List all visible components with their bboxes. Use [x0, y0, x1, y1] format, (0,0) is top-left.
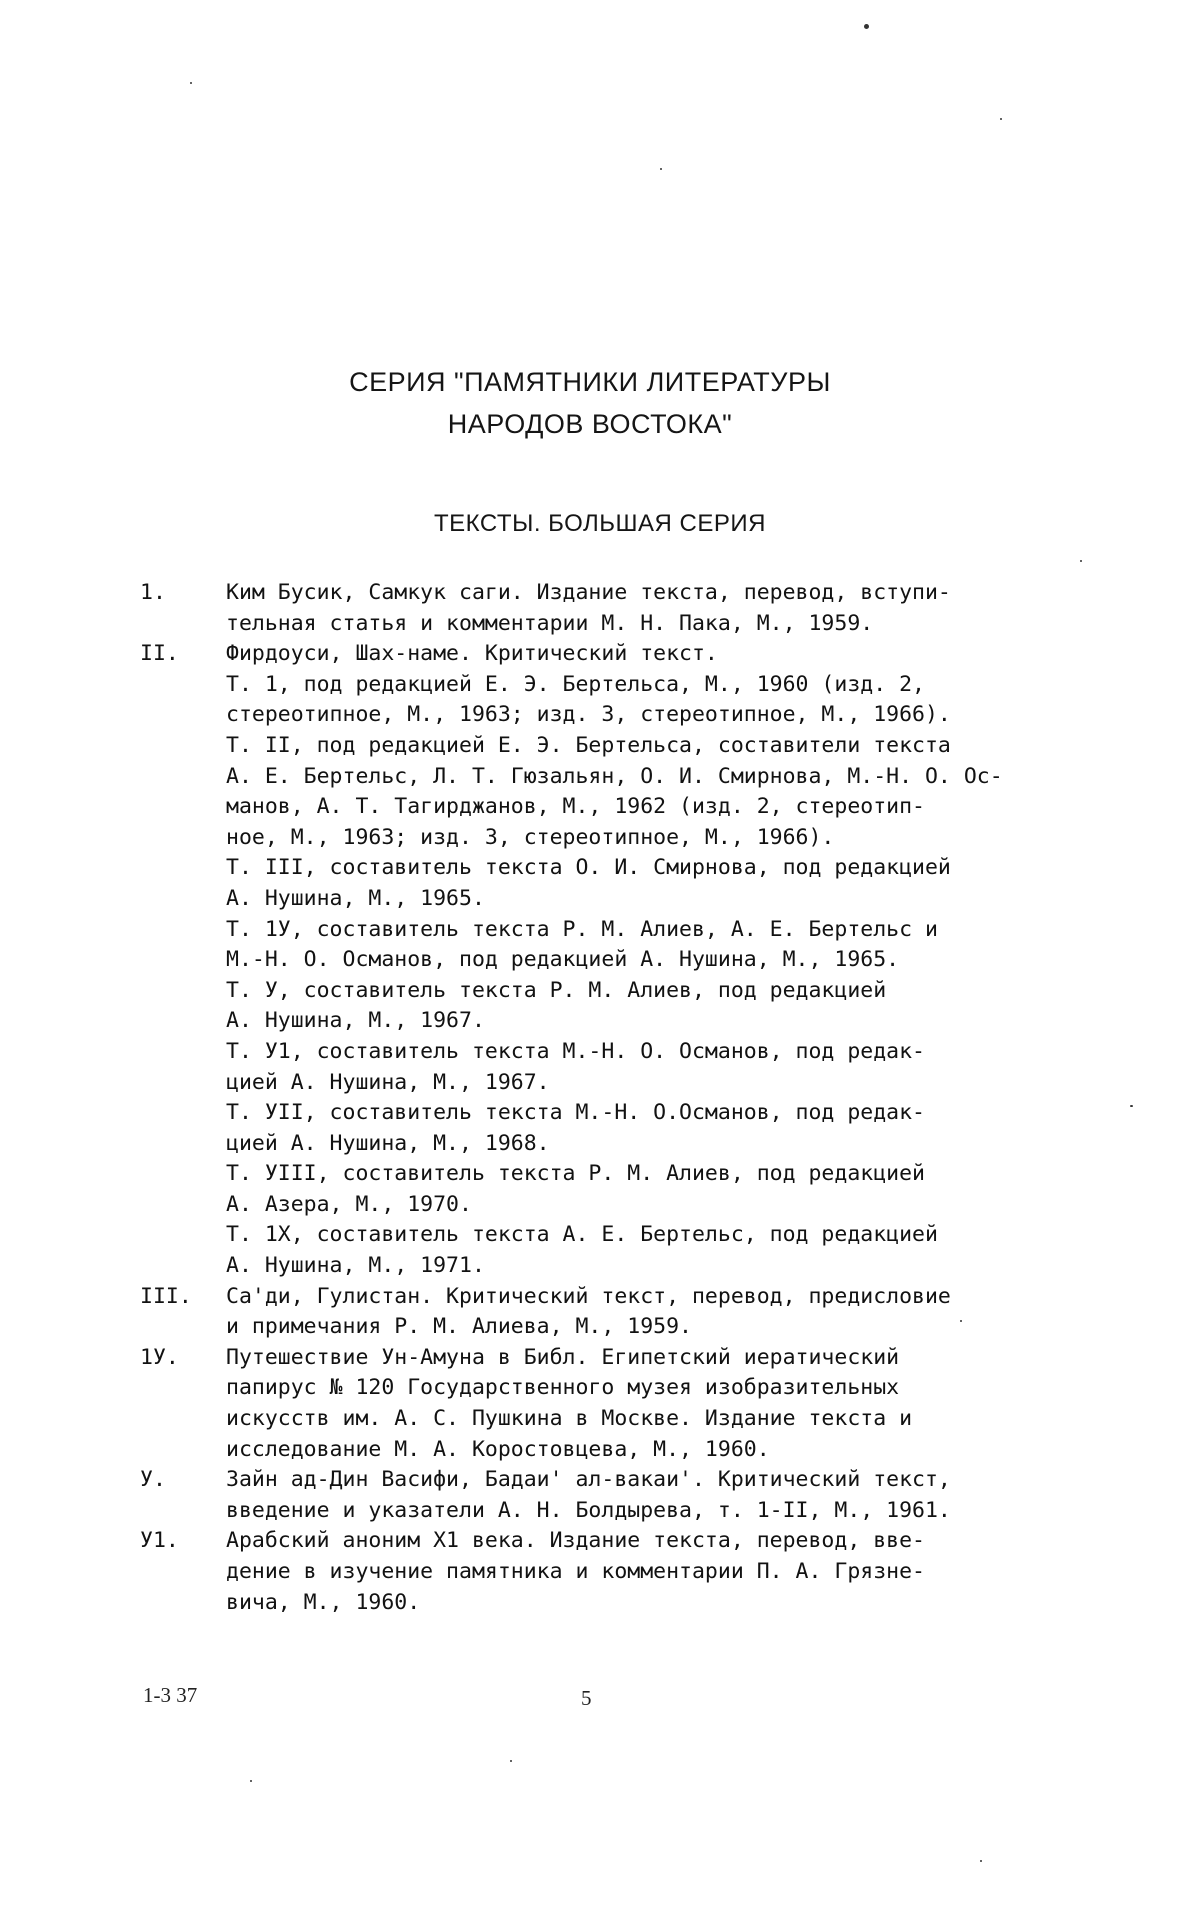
entry-line: А. Нушина, М., 1971. — [226, 1253, 485, 1279]
entry-line: Т. II, под редакцией Е. Э. Бертельса, составители текста — [226, 732, 951, 758]
entry-line: введение и указатели А. Н. Болдырева, т. 1-II, М., 1961. — [226, 1497, 951, 1523]
entry-number: 1У. — [140, 1344, 179, 1370]
series-title-line-2: НАРОДОВ ВОСТОКА" — [447, 409, 733, 439]
entry-line: Са'ди, Гулистан. Критический текст, перевод, предисловие — [226, 1283, 951, 1309]
scan-speck — [510, 1760, 512, 1762]
page-number: 5 — [581, 1686, 592, 1710]
entry-line: Т. УII, составитель текста М.-Н. О.Османов, под редак- — [226, 1100, 925, 1126]
entry-line: А. Нушина, М., 1965. — [226, 885, 485, 911]
entry-line: Фирдоуси, Шах-наме. Критический текст. — [226, 641, 718, 667]
entry-line: вича, М., 1960. — [226, 1589, 421, 1615]
bibliography-entry — [140, 1465, 1020, 1526]
scan-speck — [960, 1320, 962, 1322]
entry-text — [226, 1526, 1020, 1618]
scan-speck — [660, 168, 662, 170]
entry-text — [226, 1343, 1020, 1465]
section-subtitle: ТЕКСТЫ. БОЛЬШАЯ СЕРИЯ — [434, 510, 766, 537]
scan-speck — [1080, 560, 1082, 562]
entry-number: 1. — [140, 580, 166, 605]
entry-line: Т. 1, под редакцией Е. Э. Бертельса, М., 1960 (изд. 2, — [226, 671, 925, 697]
entry-line: ное, М., 1963; изд. 3, стереотипное, М., 1966). — [226, 824, 835, 850]
series-title-line-1: СЕРИЯ "ПАМЯТНИКИ ЛИТЕРАТУРЫ — [349, 367, 831, 397]
entry-line: Т. У1, составитель текста М.-Н. О. Османов, под редак- — [226, 1038, 925, 1064]
entry-text — [226, 1465, 1020, 1526]
scan-speck — [1130, 1105, 1133, 1107]
entry-number: II. — [140, 641, 179, 667]
entry-line: Т. III, составитель текста О. И. Смирнова, под редакцией — [226, 855, 951, 881]
entry-text — [226, 639, 1020, 1281]
entry-line: Путешествие Ун-Амуна в Библ. Египетский иератический — [226, 1344, 900, 1370]
entry-line: тельная статья и комментарии М. Н. Пака, М., 1959. — [226, 610, 874, 636]
entry-line: Т. 1У, составитель текста Р. М. Алиев, А. Е. Бертельс и — [226, 916, 938, 942]
bibliography-entry — [140, 1343, 1020, 1465]
bibliography-entry — [140, 639, 1020, 1281]
entry-line: А. Азера, М., 1970. — [226, 1191, 472, 1217]
entry-line: Т. 1Х, составитель текста А. Е. Бертельс, под редакцией — [226, 1222, 938, 1248]
entry-line: дение в изучение памятника и комментарии П. А. Грязне- — [226, 1559, 925, 1584]
entry-line: исследование М. А. Коростовцева, М., 1960. — [226, 1436, 770, 1462]
entry-line: манов, А. Т. Тагирджанов, М., 1962 (изд. 2, стереотип- — [226, 794, 925, 820]
bibliography-entry — [140, 1526, 1020, 1618]
scan-speck — [250, 1780, 252, 1782]
entry-line: и примечания Р. М. Алиева, М., 1959. — [226, 1314, 692, 1340]
entry-number: У1. — [140, 1528, 179, 1554]
bibliography-list — [140, 578, 1020, 1618]
entry-number: У. — [140, 1467, 166, 1493]
entry-line: А. Е. Бертельс, Л. Т. Гюзальян, О. И. Смирнова, М.-Н. О. Ос- — [226, 763, 1003, 789]
entry-number: III. — [140, 1283, 192, 1309]
bibliography-entry — [140, 1282, 1020, 1343]
bibliography-entry — [140, 578, 1020, 639]
entry-line: Т. У, составитель текста Р. М. Алиев, под редакцией — [226, 977, 887, 1003]
scan-speck — [864, 24, 869, 29]
print-code: 1-3 37 — [143, 1683, 198, 1707]
entry-text — [226, 1282, 1020, 1343]
entry-line: Арабский аноним Х1 века. Издание текста, перевод, вве- — [226, 1528, 925, 1554]
scan-speck — [1000, 118, 1002, 120]
entry-line: стереотипное, М., 1963; изд. 3, стереотипное, М., 1966). — [226, 702, 951, 728]
scan-speck — [980, 1860, 982, 1862]
entry-line: Зайн ад-Дин Васифи, Бадаи' ал-вакаи'. Критический текст, — [226, 1467, 951, 1493]
entry-line: искусств им. А. С. Пушкина в Москве. Издание текста и — [226, 1406, 913, 1432]
entry-line: Т. УIII, составитель текста Р. М. Алиев, под редакцией — [226, 1161, 925, 1187]
entry-line: М.-Н. О. Османов, под редакцией А. Нушина, М., 1965. — [226, 947, 900, 973]
entry-line: папирус № 120 Государственного музея изобразительных — [226, 1375, 900, 1401]
entry-line: А. Нушина, М., 1967. — [226, 1008, 485, 1034]
entry-text — [226, 578, 1020, 639]
entry-line: Ким Бусик, Самкук саги. Издание текста, перевод, вступи- — [226, 580, 951, 605]
scan-speck — [190, 82, 192, 84]
entry-line: цией А. Нушина, М., 1968. — [226, 1130, 550, 1156]
entry-line: цией А. Нушина, М., 1967. — [226, 1069, 550, 1095]
